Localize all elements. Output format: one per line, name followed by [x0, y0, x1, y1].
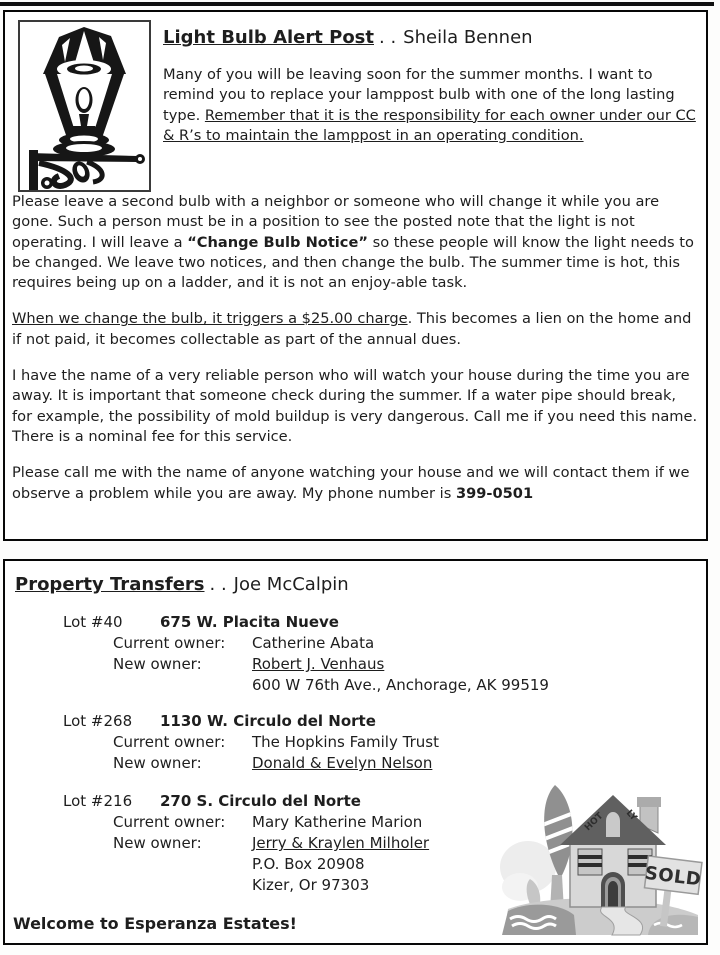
p3-rest-text: . This becomes a lien on the home and if not paid, it becomes collectable as part of the annual dues.	[12, 310, 692, 348]
current-owner-value: Catherine Abata	[252, 634, 375, 652]
transfers-section-title	[15, 573, 698, 597]
p1-underlined-text: Remember that it is the responsibility for each owner under our CC & R’s to maintain the lamppost in an operating condition.	[163, 106, 696, 144]
p3-underlined-text: When we change the bulb, it triggers a $25.00 charge	[12, 310, 408, 328]
current-owner-value: The Hopkins Family Trust	[252, 733, 439, 751]
new-owner-label: New owner:	[113, 655, 202, 673]
new-owner-address-line: P.O. Box 20908	[252, 855, 365, 873]
current-owner-label: Current owner:	[113, 733, 226, 751]
bulb-paragraph-5	[12, 463, 699, 504]
lamppost-figure	[18, 20, 151, 192]
sold-house-figure	[500, 779, 704, 937]
lot-header-row	[63, 612, 698, 633]
lot-number: Lot #268	[63, 712, 133, 730]
current-owner-row	[113, 633, 698, 654]
title-separator-dots: . .	[379, 27, 397, 48]
lot-number: Lot #216	[63, 792, 133, 810]
p2-text-a: Please leave a second bulb with a neighbor or someone who will change it while you are gone. Such a person must be in a position to see the posted note that the light is not operating. I will leave a	[12, 193, 660, 251]
current-owner-value: Mary Katherine Marion	[252, 813, 423, 831]
lot-address: 1130 W. Circulo del Norte	[160, 712, 376, 730]
transfers-title-text: Property Transfers	[15, 574, 205, 595]
new-owner-row	[113, 753, 698, 774]
roof-collage-text: HOT	[583, 811, 606, 834]
lot-entry-268	[63, 711, 698, 774]
new-owner-value: Jerry & Kraylen Milholer	[252, 834, 430, 852]
welcome-message: Welcome to Esperanza Estates!	[13, 914, 297, 933]
lot-entry-40	[63, 612, 698, 696]
property-transfers-panel	[3, 559, 708, 945]
p5-text: Please call me with the name of anyone watching your house and we will contact them if we observe a problem while you are away. My phone number is	[12, 464, 690, 502]
new-owner-label: New owner:	[113, 834, 202, 852]
new-owner-value: Donald & Evelyn Nelson	[252, 754, 433, 772]
bulb-author: Sheila Bennen	[403, 27, 533, 48]
page-top-rule	[0, 2, 714, 6]
lamppost-icon	[20, 22, 149, 190]
sold-house-icon	[500, 779, 704, 937]
phone-number: 399-0501	[455, 484, 534, 502]
current-owner-label: Current owner:	[113, 813, 226, 831]
current-owner-label: Current owner:	[113, 634, 226, 652]
lot-address: 270 S. Circulo del Norte	[160, 792, 361, 810]
lot-header-row	[63, 711, 698, 732]
sold-sign-text: SOLD	[643, 862, 703, 891]
new-owner-row	[113, 654, 698, 675]
bulb-paragraph-3	[12, 309, 699, 350]
light-bulb-alert-panel	[3, 10, 708, 541]
roof-collage-text: LY	[623, 808, 639, 824]
bulb-title-text: Light Bulb Alert Post	[163, 27, 374, 48]
lot-number: Lot #40	[63, 613, 123, 631]
title-separator-dots: . .	[209, 574, 227, 595]
p2-bold-text: “Change Bulb Notice”	[187, 233, 368, 251]
new-owner-address-line: Kizer, Or 97303	[252, 876, 370, 894]
current-owner-row	[113, 732, 698, 753]
new-owner-address-line: 600 W 76th Ave., Anchorage, AK 99519	[252, 676, 549, 694]
bulb-paragraph-2	[12, 192, 699, 293]
lot-address: 675 W. Placita Nueve	[160, 613, 339, 631]
p1-normal-text: Many of you will be leaving soon for the summer months. I want to remind you to replace your lamppost bulb with one of the long lasting type.	[163, 66, 675, 124]
new-owner-value: Robert J. Venhaus	[252, 655, 385, 673]
p2-text-b: so these people will know the light needs to be changed. We leave two notices, and then change the bulb. The summer time is hot, this requires being up on a ladder, and it is not an enjoy-able task.	[12, 233, 694, 292]
new-owner-label: New owner:	[113, 754, 202, 772]
transfers-author: Joe McCalpin	[233, 574, 349, 595]
bulb-paragraph-4: I have the name of a very reliable person who will watch your house during the time you are away. It is important that someone check during the summer. If a water pipe should break, for example, the possibility of mold buildup is very dangerous. Call me if you need this name. There is a nominal fee for this service.	[12, 367, 698, 445]
